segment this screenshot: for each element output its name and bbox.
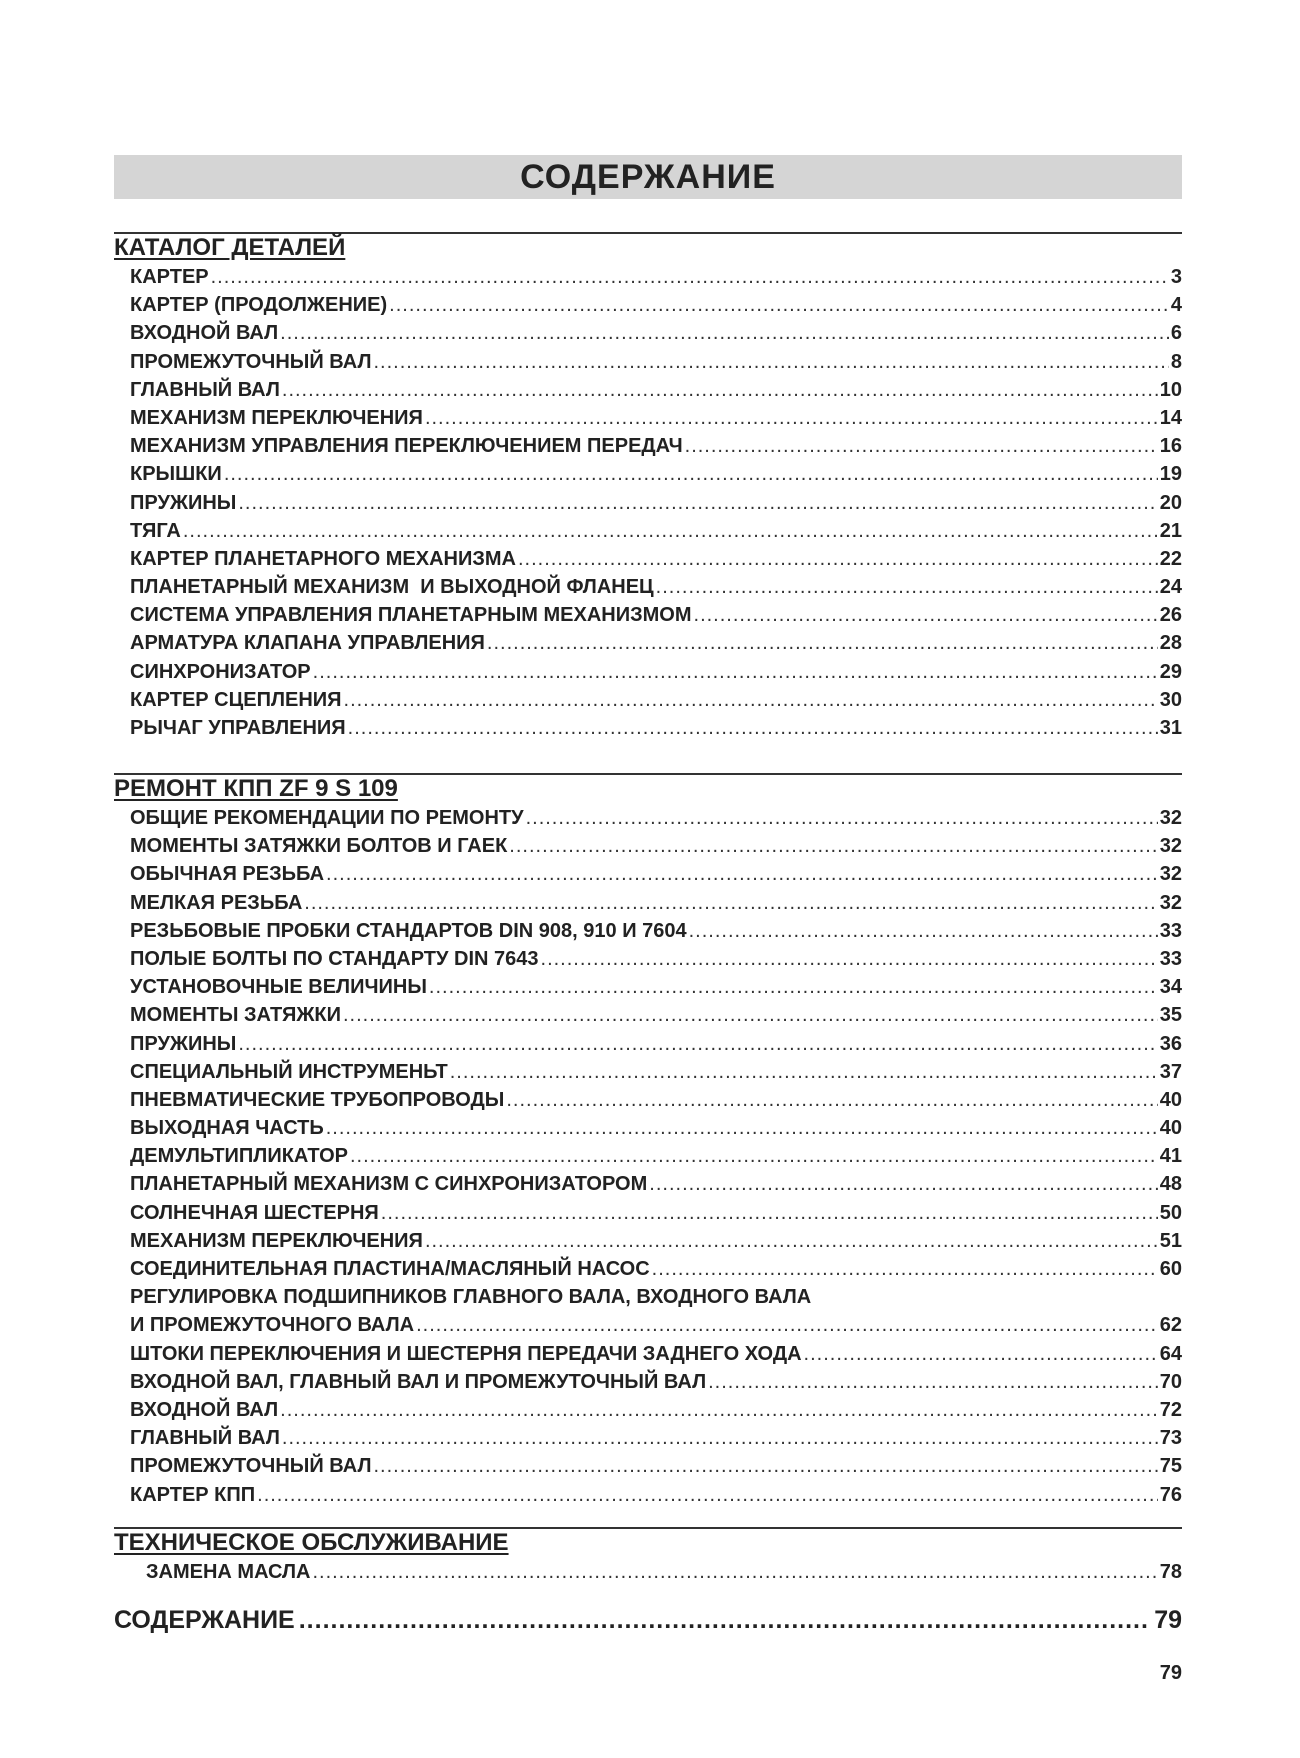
- leader-dots: [238, 489, 1157, 517]
- toc-entry-label: МЕХАНИЗМ УПРАВЛЕНИЯ ПЕРЕКЛЮЧЕНИЕМ ПЕРЕДАЧ: [130, 435, 683, 458]
- toc-entry[interactable]: [114, 1142, 1182, 1170]
- toc-entry-label: СОЛНЕЧНАЯ ШЕСТЕРНЯ: [130, 1201, 379, 1224]
- toc-entry[interactable]: [114, 1340, 1182, 1368]
- toc-entry-label: ПЛАНЕТАРНЫЙ МЕХАНИЗМ С СИНХРОНИЗАТОРОМ: [130, 1173, 648, 1196]
- toc-entry[interactable]: [114, 601, 1182, 629]
- toc-entry-label: МОМЕНТЫ ЗАТЯЖКИ: [130, 1004, 341, 1027]
- toc-entry-label: ПРУЖИНЫ: [130, 491, 237, 514]
- toc-entry-page: 31: [1159, 717, 1182, 739]
- toc-entry[interactable]: [114, 489, 1182, 517]
- toc-entry[interactable]: [114, 376, 1182, 404]
- leader-dots: [429, 973, 1158, 1001]
- toc-entry-page: 62: [1159, 1314, 1182, 1337]
- toc-entry[interactable]: [114, 1058, 1182, 1086]
- toc-entry-page: 40: [1159, 1088, 1182, 1111]
- toc-entry-label: ПРОМЕЖУТОЧНЫЙ ВАЛ: [130, 1455, 372, 1478]
- toc-entry-page: 33: [1159, 919, 1182, 942]
- leader-dots: [425, 1227, 1158, 1255]
- toc-entry[interactable]: [114, 686, 1182, 714]
- toc-entry-label: КАРТЕР КПП: [130, 1483, 256, 1506]
- toc-entry[interactable]: [114, 404, 1182, 432]
- leader-dots: [304, 889, 1157, 917]
- toc-entry[interactable]: [114, 860, 1182, 888]
- leader-dots: [326, 860, 1158, 888]
- toc-entry-page: 41: [1159, 1145, 1182, 1168]
- leader-dots: [280, 1396, 1158, 1424]
- section-heading: КАТАЛОГ ДЕТАЛЕЙ: [114, 234, 346, 261]
- toc-entry-label: ПОЛЫЕ БОЛТЫ ПО СТАНДАРТУ DIN 7643: [130, 947, 539, 970]
- toc-entry[interactable]: [114, 319, 1182, 347]
- toc-entry-page: 60: [1159, 1258, 1182, 1280]
- section-heading: ТЕХНИЧЕСКОЕ ОБСЛУЖИВАНИЕ: [114, 1529, 509, 1556]
- toc-entry-page: 37: [1159, 1060, 1182, 1083]
- toc-entry-page: 33: [1159, 947, 1182, 970]
- section-heading: РЕМОНТ КПП ZF 9 S 109: [114, 775, 398, 802]
- toc-entry-page: 8: [1170, 350, 1182, 373]
- leader-dots: [708, 1368, 1158, 1396]
- leader-dots: [425, 404, 1158, 432]
- toc-entry-page: 32: [1159, 891, 1182, 914]
- toc-entry[interactable]: [114, 1368, 1182, 1396]
- toc-entry[interactable]: [114, 1086, 1182, 1114]
- leader-dots: [280, 319, 1169, 347]
- toc-entry[interactable]: [114, 804, 1182, 832]
- leader-dots: [649, 1170, 1157, 1198]
- toc-entry-label: ЗАМЕНА МАСЛА: [146, 1561, 311, 1583]
- toc-entry-label: КРЫШКИ: [130, 463, 222, 486]
- toc-entry-page: 51: [1159, 1229, 1182, 1252]
- leader-dots: [526, 804, 1158, 832]
- toc-list: [114, 1558, 1182, 1586]
- toc-entry-label: ВЫХОДНАЯ ЧАСТЬ: [130, 1117, 324, 1140]
- toc-entry-label: СИНХРОНИЗАТОР: [130, 660, 311, 683]
- section-parts-catalog: [114, 232, 1182, 742]
- toc-entry-page: 76: [1159, 1483, 1182, 1506]
- toc-entry-label: МЕХАНИЗМ ПЕРЕКЛЮЧЕНИЯ: [130, 1229, 423, 1252]
- toc-entry[interactable]: [114, 1452, 1182, 1480]
- leader-dots: [518, 545, 1158, 573]
- toc-entry-label: ПРУЖИНЫ: [130, 1032, 237, 1055]
- leader-dots: [450, 1058, 1158, 1086]
- title-bar: [114, 155, 1182, 199]
- toc-entry-page: 4: [1170, 294, 1182, 317]
- toc-entry-page: 48: [1159, 1173, 1182, 1196]
- toc-entry[interactable]: [114, 1227, 1182, 1255]
- toc-entry[interactable]: [114, 1170, 1182, 1198]
- toc-entry[interactable]: [114, 545, 1182, 573]
- toc-entry-page: 28: [1159, 632, 1182, 655]
- toc-entry-label: КАРТЕР (ПРОДОЛЖЕНИЕ): [130, 294, 388, 317]
- toc-entry-page: 36: [1159, 1032, 1182, 1055]
- leader-dots: [348, 714, 1158, 742]
- toc-entry[interactable]: [114, 1030, 1182, 1058]
- toc-entry-page: 50: [1159, 1201, 1182, 1224]
- toc-entry-label: УСТАНОВОЧНЫЕ ВЕЛИЧИНЫ: [130, 976, 427, 999]
- toc-entry[interactable]: [114, 517, 1182, 545]
- toc-entry-label: МЕЛКАЯ РЕЗЬБА: [130, 891, 303, 914]
- leader-dots: [238, 1030, 1157, 1058]
- toc-entry-label: СОЕДИНИТЕЛЬНАЯ ПЛАСТИНА/МАСЛЯНЫЙ НАСОС: [130, 1258, 650, 1280]
- toc-entry[interactable]: [114, 460, 1182, 488]
- leader-dots: [652, 1255, 1158, 1283]
- toc-entry[interactable]: [114, 1424, 1182, 1452]
- toc-entry[interactable]: [114, 263, 1182, 291]
- toc-entry-page: 35: [1159, 1004, 1182, 1027]
- toc-entry-page: 14: [1159, 406, 1182, 429]
- toc-entry-page: 21: [1159, 519, 1182, 542]
- toc-entry-page: 32: [1159, 807, 1182, 829]
- toc-entry-page: 6: [1170, 322, 1182, 345]
- leader-dots: [373, 348, 1168, 376]
- toc-entry-label: ВХОДНОЙ ВАЛ: [130, 1398, 279, 1421]
- leader-dots: [350, 1142, 1158, 1170]
- toc-entry[interactable]: [114, 945, 1182, 973]
- toc-entry[interactable]: [114, 291, 1182, 319]
- leader-dots: [326, 1114, 1158, 1142]
- toc-entry-label: ШТОКИ ПЕРЕКЛЮЧЕНИЯ И ШЕСТЕРНЯ ПЕРЕДАЧИ ЗАДНЕГО ХОДА: [130, 1342, 802, 1365]
- toc-entry-page: 3: [1170, 266, 1182, 288]
- toc-entry-label: ПЛАНЕТАРНЫЙ МЕХАНИЗМ И ВЫХОДНОЙ ФЛАНЕЦ: [130, 576, 654, 599]
- leader-dots: [313, 658, 1158, 686]
- toc-entry-page: 32: [1159, 835, 1182, 858]
- toc-entry-label: МЕХАНИЗМ ПЕРЕКЛЮЧЕНИЯ: [130, 406, 423, 429]
- toc-entry-page: 20: [1159, 491, 1182, 514]
- leader-dots: [299, 1606, 1150, 1635]
- leader-dots: [183, 517, 1158, 545]
- leader-dots: [282, 1424, 1158, 1452]
- toc-entry-page: 29: [1159, 660, 1182, 683]
- leader-dots: [312, 1558, 1157, 1586]
- toc-entry-page: 19: [1159, 463, 1182, 486]
- toc-entry-page: 64: [1159, 1342, 1182, 1365]
- toc-list: [114, 804, 1182, 1509]
- leader-dots: [344, 686, 1158, 714]
- toc-entry-label: ПРОМЕЖУТОЧНЫЙ ВАЛ: [130, 350, 372, 373]
- toc-entry-page: 70: [1159, 1370, 1182, 1393]
- toc-entry[interactable]: [114, 658, 1182, 686]
- leader-dots: [541, 945, 1158, 973]
- toc-entry-continued[interactable]: [114, 1283, 1182, 1311]
- toc-final-page: 79: [1154, 1606, 1182, 1634]
- toc-entry-page: 40: [1159, 1117, 1182, 1140]
- toc-entry[interactable]: [114, 432, 1182, 460]
- leader-dots: [487, 629, 1158, 657]
- toc-entry-label: ГЛАВНЫЙ ВАЛ: [130, 378, 280, 401]
- section-maintenance: [114, 1527, 1182, 1586]
- toc-entry-label: ГЛАВНЫЙ ВАЛ: [130, 1427, 280, 1450]
- toc-entry-label: КАРТЕР СЦЕПЛЕНИЯ: [130, 688, 342, 711]
- leader-dots: [509, 832, 1157, 860]
- toc-entry[interactable]: [114, 1311, 1182, 1339]
- toc-entry[interactable]: [114, 348, 1182, 376]
- leader-dots: [373, 1452, 1157, 1480]
- toc-entry-label: СПЕЦИАЛЬНЫЙ ИНСТРУМЕНЬТ: [130, 1060, 448, 1083]
- toc-entry-label: РЕГУЛИРОВКА ПОДШИПНИКОВ ГЛАВНОГО ВАЛА, ВХОДНОГО ВАЛА: [130, 1286, 812, 1309]
- toc-entry-page: 24: [1159, 576, 1182, 599]
- toc-entry-label: СИСТЕМА УПРАВЛЕНИЯ ПЛАНЕТАРНЫМ МЕХАНИЗМОМ: [130, 604, 692, 627]
- leader-dots: [343, 1001, 1158, 1029]
- toc-entry[interactable]: [114, 714, 1182, 742]
- toc-list: [114, 263, 1182, 742]
- leader-dots: [381, 1199, 1158, 1227]
- toc-entry-page: 72: [1159, 1398, 1182, 1421]
- toc-entry-page: 26: [1159, 604, 1182, 627]
- leader-dots: [685, 432, 1158, 460]
- leader-dots: [282, 376, 1158, 404]
- leader-dots: [804, 1340, 1158, 1368]
- toc-entry-label: РЕЗЬБОВЫЕ ПРОБКИ СТАНДАРТОВ DIN 908, 910 И 7604: [130, 919, 687, 942]
- leader-dots: [257, 1481, 1158, 1509]
- toc-entry-page: 10: [1159, 378, 1182, 401]
- toc-entry-page: 73: [1159, 1427, 1182, 1450]
- leader-dots: [694, 601, 1158, 629]
- section-gearbox-repair: [114, 773, 1182, 1509]
- toc-entry-label: ПНЕВМАТИЧЕСКИЕ ТРУБОПРОВОДЫ: [130, 1088, 505, 1111]
- leader-dots: [689, 917, 1158, 945]
- toc-entry[interactable]: [114, 1481, 1182, 1509]
- page-title: СОДЕРЖАНИЕ: [520, 157, 776, 196]
- page-number: 79: [1159, 1662, 1182, 1684]
- toc-entry[interactable]: [114, 573, 1182, 601]
- toc-entry-label: АРМАТУРА КЛАПАНА УПРАВЛЕНИЯ: [130, 632, 485, 655]
- toc-entry[interactable]: [114, 889, 1182, 917]
- toc-entry-label: ДЕМУЛЬТИПЛИКАТОР: [130, 1145, 348, 1168]
- toc-entry-label: ТЯГА: [130, 519, 181, 542]
- toc-entry-label: КАРТЕР ПЛАНЕТАРНОГО МЕХАНИЗМА: [130, 547, 516, 570]
- toc-entry-page: 32: [1159, 863, 1182, 886]
- toc-entry[interactable]: [114, 1396, 1182, 1424]
- toc-entry-page: 75: [1159, 1455, 1182, 1478]
- leader-dots: [389, 291, 1169, 319]
- toc-entry[interactable]: [114, 1558, 1182, 1586]
- toc-entry-label: КАРТЕР: [130, 266, 209, 288]
- leader-dots: [224, 460, 1158, 488]
- toc-entry-page: 34: [1159, 976, 1182, 999]
- leader-dots: [211, 263, 1169, 291]
- toc-entry[interactable]: [114, 1199, 1182, 1227]
- toc-entry-label: ВХОДНОЙ ВАЛ, ГЛАВНЫЙ ВАЛ И ПРОМЕЖУТОЧНЫЙ ВАЛ: [130, 1370, 707, 1393]
- toc-entry-page: 30: [1159, 688, 1182, 711]
- toc-entry-label: ВХОДНОЙ ВАЛ: [130, 322, 279, 345]
- toc-entry-label: МОМЕНТЫ ЗАТЯЖКИ БОЛТОВ И ГАЕК: [130, 835, 508, 858]
- toc-entry-page: 22: [1159, 547, 1182, 570]
- toc-entry-label: И ПРОМЕЖУТОЧНОГО ВАЛА: [130, 1314, 415, 1337]
- toc-final-entry[interactable]: [114, 1606, 1182, 1635]
- leader-dots: [506, 1086, 1157, 1114]
- toc-final-label: СОДЕРЖАНИЕ: [114, 1606, 295, 1634]
- toc-entry-label: РЫЧАГ УПРАВЛЕНИЯ: [130, 717, 346, 739]
- toc-entry[interactable]: [114, 973, 1182, 1001]
- toc-entry[interactable]: [114, 1255, 1182, 1283]
- leader-dots: [656, 573, 1158, 601]
- toc-entry-label: ОБЫЧНАЯ РЕЗЬБА: [130, 863, 325, 886]
- toc-entry[interactable]: [114, 629, 1182, 657]
- toc-entry-page: 16: [1159, 435, 1182, 458]
- toc-entry[interactable]: [114, 1114, 1182, 1142]
- toc-entry-page: 78: [1159, 1561, 1182, 1583]
- toc-entry-label: ОБЩИЕ РЕКОМЕНДАЦИИ ПО РЕМОНТУ: [130, 807, 524, 829]
- toc-entry[interactable]: [114, 1001, 1182, 1029]
- toc-entry[interactable]: [114, 917, 1182, 945]
- leader-dots: [416, 1311, 1158, 1339]
- toc-entry[interactable]: [114, 832, 1182, 860]
